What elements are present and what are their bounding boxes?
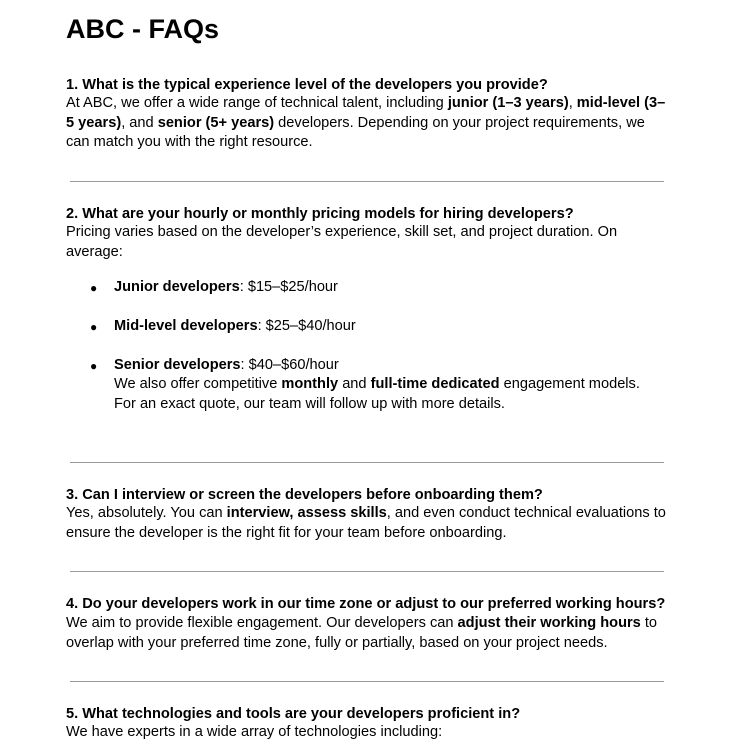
pricing-item-senior: Senior developers: $40–$60/hour bbox=[114, 357, 339, 373]
bullet-icon: ● bbox=[90, 359, 98, 373]
faq-answer-2: Pricing varies based on the developer’s experience, skill set, and project duration. On average: bbox=[66, 224, 618, 260]
faq-answer-1: At ABC, we offer a wide range of technical talent, including junior (1–3 years), mid-level (3–5 years), and senior (5+ years) developers. Depending on your project requirements, we can match you with the right resource. bbox=[66, 95, 666, 150]
faq-question-5: 5. What technologies and tools are your developers proficient in? bbox=[66, 706, 521, 722]
bullet-icon: ● bbox=[90, 320, 98, 334]
quote-followup-text: For an exact quote, our team will follow up with more details. bbox=[114, 396, 505, 412]
divider bbox=[70, 181, 664, 182]
faq-answer-5: We have experts in a wide array of technologies including: bbox=[66, 724, 443, 740]
pricing-item-junior: Junior developers: $15–$25/hour bbox=[114, 279, 338, 295]
divider bbox=[70, 681, 664, 682]
faq-answer-3: Yes, absolutely. You can interview, assess skills, and even conduct technical evaluations to ensure the developer is the right fit for your team before onboarding. bbox=[66, 505, 666, 541]
faq-answer-4: We aim to provide flexible engagement. Our developers can adjust their working hours to overlap with your preferred time zone, fully or partially, based on your project needs. bbox=[66, 615, 658, 651]
faq-question-4: 4. Do your developers work in our time zone or adjust to our preferred working hours? bbox=[66, 596, 666, 612]
pricing-item-mid-level: Mid-level developers: $25–$40/hour bbox=[114, 318, 356, 334]
divider bbox=[70, 462, 664, 463]
page-title: ABC - FAQs bbox=[66, 14, 220, 44]
faq-question-3: 3. Can I interview or screen the developers before onboarding them? bbox=[66, 487, 543, 503]
engagement-models-text: We also offer competitive monthly and full-time dedicated engagement models. bbox=[114, 376, 640, 392]
bullet-icon: ● bbox=[90, 281, 98, 295]
divider bbox=[70, 571, 664, 572]
faq-question-1: 1. What is the typical experience level of the developers you provide? bbox=[66, 77, 548, 93]
faq-question-2: 2. What are your hourly or monthly pricing models for hiring developers? bbox=[66, 206, 574, 222]
